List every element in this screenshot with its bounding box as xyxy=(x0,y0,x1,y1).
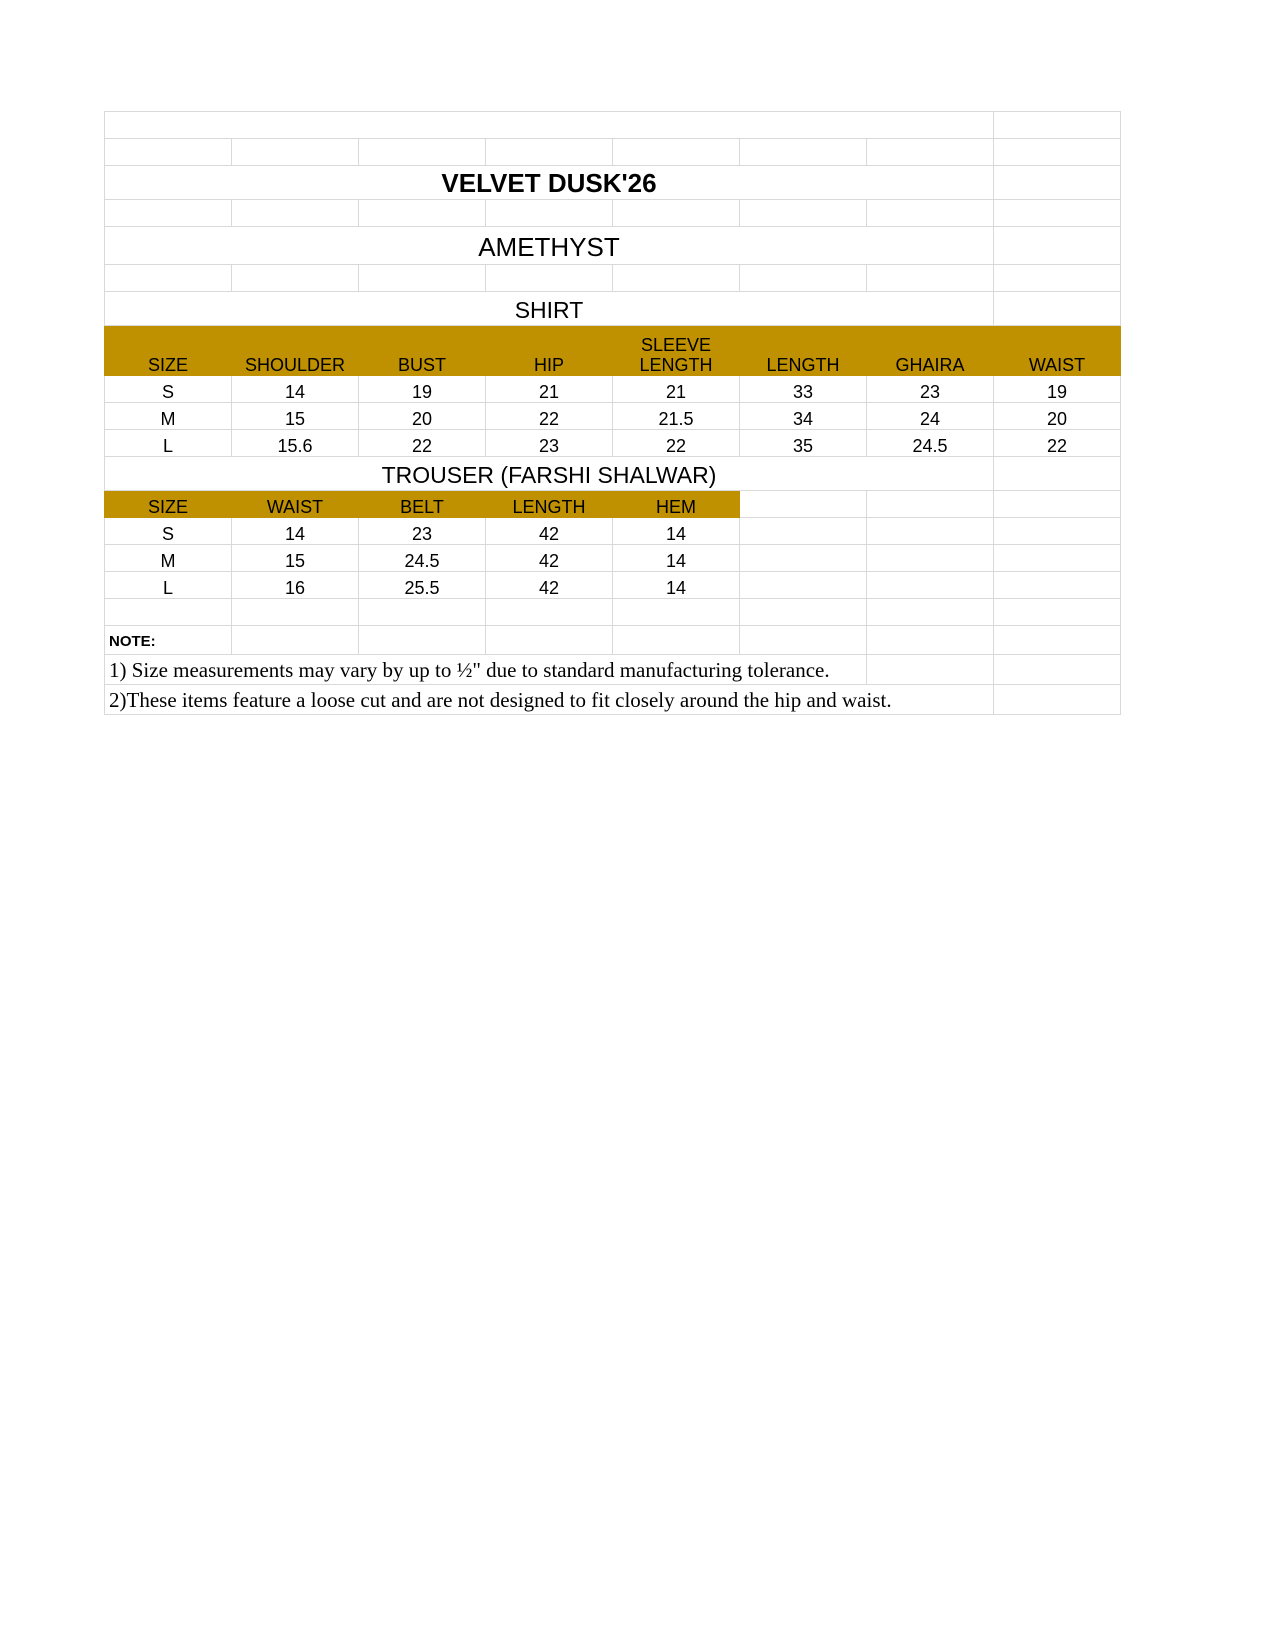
shirt-cell: 35 xyxy=(740,430,867,457)
empty-row xyxy=(105,139,1121,166)
trouser-header-cell: SIZE xyxy=(105,491,232,518)
shirt-header-cell: BUST xyxy=(359,326,486,376)
shirt-cell: 22 xyxy=(486,403,613,430)
shirt-cell: 22 xyxy=(613,430,740,457)
shirt-row xyxy=(105,403,1121,430)
collection-title: VELVET DUSK'26 xyxy=(105,166,994,200)
shirt-header-cell: HIP xyxy=(486,326,613,376)
trouser-row xyxy=(105,518,1121,545)
empty-row xyxy=(105,265,1121,292)
shirt-cell: 19 xyxy=(359,376,486,403)
shirt-cell: 34 xyxy=(740,403,867,430)
note-item: 1) Size measurements may vary by up to ½" due to standard manufacturing tolerance. xyxy=(105,655,867,685)
shirt-section-heading: SHIRT xyxy=(105,292,994,326)
trouser-cell: 14 xyxy=(613,545,740,572)
shirt-cell: 22 xyxy=(994,430,1121,457)
trouser-cell: 42 xyxy=(486,572,613,599)
trouser-cell: 42 xyxy=(486,545,613,572)
trouser-cell: M xyxy=(105,545,232,572)
note-item: 2)These items feature a loose cut and are not designed to fit closely around the hip and waist. xyxy=(105,685,994,715)
trouser-cell: 15 xyxy=(232,545,359,572)
trouser-header-cell: BELT xyxy=(359,491,486,518)
shirt-cell: 33 xyxy=(740,376,867,403)
empty-row xyxy=(105,112,1121,139)
trouser-header-cell: WAIST xyxy=(232,491,359,518)
trouser-cell: 14 xyxy=(613,572,740,599)
shirt-cell: S xyxy=(105,376,232,403)
shirt-header-cell: SLEEVE LENGTH xyxy=(613,326,740,376)
shirt-header-cell: GHAIRA xyxy=(867,326,994,376)
shirt-row xyxy=(105,430,1121,457)
shirt-cell: L xyxy=(105,430,232,457)
trouser-cell: 16 xyxy=(232,572,359,599)
shirt-cell: 20 xyxy=(359,403,486,430)
trouser-section-heading: TROUSER (FARSHI SHALWAR) xyxy=(105,457,994,491)
product-name: AMETHYST xyxy=(105,227,994,265)
shirt-header-cell: WAIST xyxy=(994,326,1121,376)
empty-row xyxy=(105,599,1121,626)
trouser-cell: 14 xyxy=(232,518,359,545)
trouser-row xyxy=(105,545,1121,572)
trouser-cell: 24.5 xyxy=(359,545,486,572)
trouser-cell: S xyxy=(105,518,232,545)
trouser-cell: 23 xyxy=(359,518,486,545)
shirt-cell: 24 xyxy=(867,403,994,430)
shirt-cell: 21 xyxy=(486,376,613,403)
shirt-row xyxy=(105,376,1121,403)
trouser-header-cell: LENGTH xyxy=(486,491,613,518)
shirt-header-cell: SHOULDER xyxy=(232,326,359,376)
shirt-cell: 15 xyxy=(232,403,359,430)
trouser-header-row xyxy=(105,491,1121,518)
shirt-cell: 23 xyxy=(867,376,994,403)
shirt-header-cell: LENGTH xyxy=(740,326,867,376)
shirt-cell: 23 xyxy=(486,430,613,457)
shirt-cell: 15.6 xyxy=(232,430,359,457)
shirt-cell: 21.5 xyxy=(613,403,740,430)
size-chart-sheet xyxy=(104,111,1121,715)
shirt-cell: 20 xyxy=(994,403,1121,430)
shirt-cell: 22 xyxy=(359,430,486,457)
trouser-header-cell: HEM xyxy=(613,491,740,518)
shirt-header-cell: SIZE xyxy=(105,326,232,376)
note-label: NOTE: xyxy=(105,626,232,655)
shirt-cell: 21 xyxy=(613,376,740,403)
shirt-cell: 14 xyxy=(232,376,359,403)
trouser-cell: 25.5 xyxy=(359,572,486,599)
empty-row xyxy=(105,200,1121,227)
trouser-cell: 14 xyxy=(613,518,740,545)
shirt-cell: M xyxy=(105,403,232,430)
shirt-header-row xyxy=(105,326,1121,376)
trouser-row xyxy=(105,572,1121,599)
trouser-cell: 42 xyxy=(486,518,613,545)
shirt-cell: 24.5 xyxy=(867,430,994,457)
trouser-cell: L xyxy=(105,572,232,599)
shirt-cell: 19 xyxy=(994,376,1121,403)
